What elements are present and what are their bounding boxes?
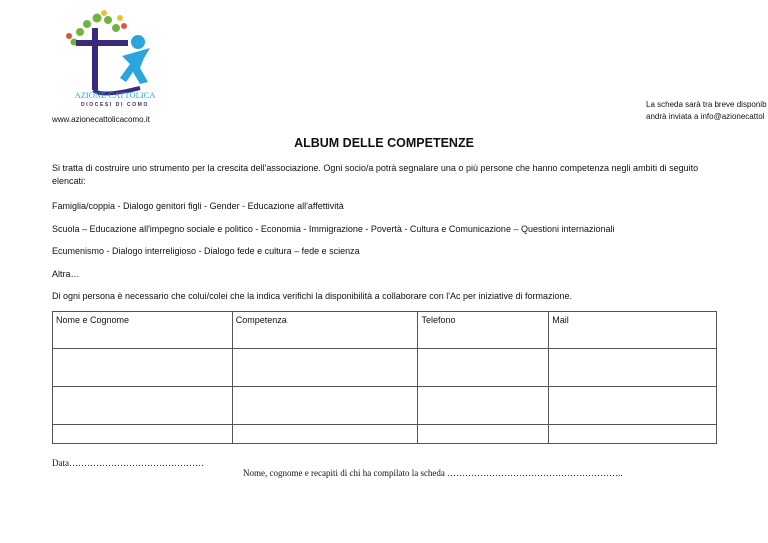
name-cell[interactable] bbox=[53, 349, 233, 387]
intro-paragraph: Si tratta di costruire uno strumento per la crescita dell'associazione. Ogni socio/a potrà segnalare una o più persone che hanno competenza negli ambiti di seguito elencati: bbox=[52, 163, 699, 186]
name-cell[interactable] bbox=[53, 387, 233, 425]
site-url: www.azionecattolicacomo.it bbox=[52, 115, 150, 124]
table-row bbox=[53, 387, 717, 425]
compiler-field-label: Nome, cognome e recapiti di chi ha compilato la scheda ………………………………………………….. bbox=[243, 468, 623, 478]
topics-line-4: Altra… bbox=[52, 269, 80, 279]
header-note bbox=[646, 99, 767, 123]
logo-text-line2: DIOCESI DI COMO bbox=[81, 102, 149, 108]
competence-cell[interactable] bbox=[232, 387, 418, 425]
date-field-label: Data……………………………………… bbox=[52, 458, 204, 468]
header-phone-cell[interactable]: Telefono bbox=[418, 312, 549, 349]
note-line2: andrà inviata a info@azionecattol bbox=[646, 112, 765, 121]
phone-cell[interactable] bbox=[418, 425, 549, 444]
mail-cell[interactable] bbox=[549, 349, 717, 387]
competence-cell[interactable] bbox=[232, 349, 418, 387]
note-line1: La scheda sarà tra breve disponib bbox=[646, 100, 767, 109]
header-competence-cell[interactable]: Competenza bbox=[232, 312, 418, 349]
topics-line-2: Scuola – Educazione all'impegno sociale e politico - Economia - Immigrazione - Povertà - Cultura e Comunicazione – Questioni internazionali bbox=[52, 224, 615, 234]
header-mail-cell[interactable]: Mail bbox=[549, 312, 717, 349]
page-title: ALBUM DELLE COMPETENZE bbox=[294, 136, 474, 150]
phone-cell[interactable] bbox=[418, 387, 549, 425]
azione-cattolica-logo-icon bbox=[60, 8, 170, 108]
name-cell[interactable] bbox=[53, 425, 233, 444]
table-row bbox=[53, 349, 717, 387]
competence-table bbox=[52, 311, 717, 444]
topics-line-3: Ecumenismo - Dialogo interreligioso - Dialogo fede e cultura – fede e scienza bbox=[52, 246, 360, 256]
logo-text-line1: AZIONE CATTOLICA bbox=[74, 90, 156, 100]
mail-cell[interactable] bbox=[549, 387, 717, 425]
topics-line-1: Famiglia/coppia - Dialogo genitori figli - Gender - Educazione all'affettività bbox=[52, 201, 344, 211]
availability-note: Di ogni persona è necessario che colui/colei che la indica verifichi la disponibilità a collaborare con l'Ac per iniziative di formazione. bbox=[52, 291, 572, 301]
logo bbox=[60, 8, 170, 108]
phone-cell[interactable] bbox=[418, 349, 549, 387]
mail-cell[interactable] bbox=[549, 425, 717, 444]
table-row bbox=[53, 425, 717, 444]
competence-cell[interactable] bbox=[232, 425, 418, 444]
table-header-row bbox=[53, 312, 717, 349]
header-name-cell[interactable]: Nome e Cognome bbox=[53, 312, 233, 349]
